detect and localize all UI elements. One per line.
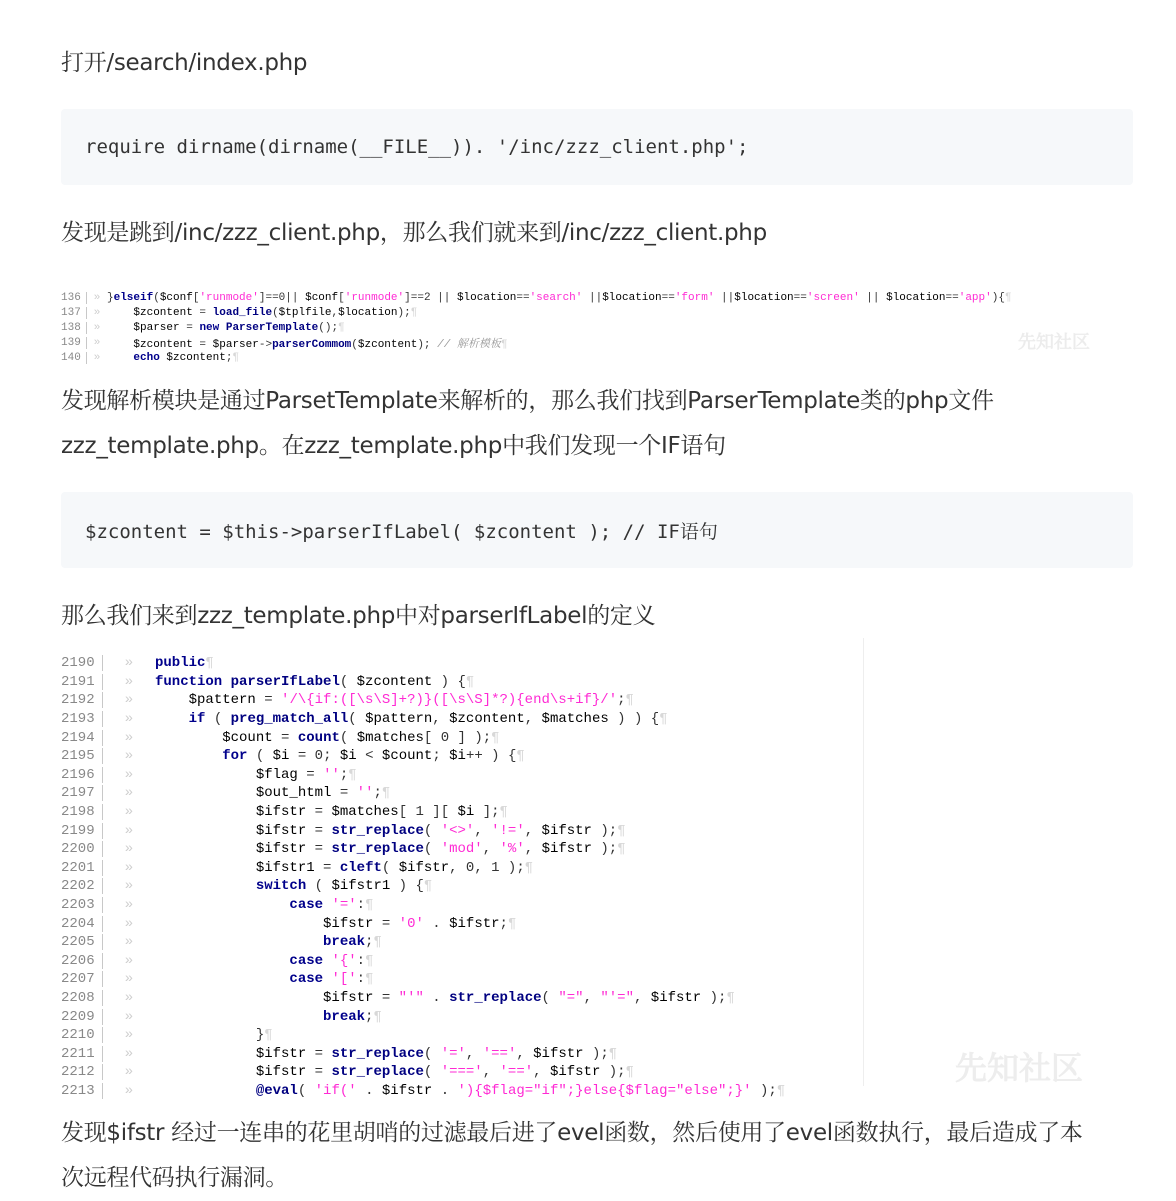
line-number: 2203	[61, 897, 103, 913]
paragraph-parser-template-2: zzz_template.php。在zzz_template.php中我们发现一个IF语句	[61, 433, 726, 459]
code-line	[61, 305, 1131, 320]
tab-marker: »	[93, 306, 101, 319]
paragraph-conclusion-2: 次远程代码执行漏洞。	[61, 1165, 289, 1191]
code-line	[61, 290, 1131, 305]
paragraph-definition: 那么我们来到zzz_template.php中对parserIfLabel的定义	[61, 603, 656, 629]
code-block-require	[61, 109, 1133, 185]
paragraph-conclusion-1: 发现$ifstr 经过一连串的花里胡哨的过滤最后进了evel函数，然后使用了evel函数执行，最后造成了本	[61, 1120, 1083, 1146]
line-number: 2195	[61, 748, 103, 764]
code-screenshot-zzz-client	[61, 278, 1131, 364]
code-line	[61, 859, 863, 878]
code-content: $ifstr = str_replace( '<>', '!=', $ifstr );¶	[255, 822, 626, 839]
line-number: 2201	[61, 860, 103, 876]
code-text: require dirname(dirname(__FILE__)). '/inc/zzz_client.php';	[85, 136, 749, 158]
code-content: public¶	[155, 655, 214, 672]
line-number: 2213	[61, 1083, 103, 1099]
code-content: $ifstr = "'" . str_replace( "=", "'=", $ifstr );¶	[323, 989, 735, 1006]
code-content: $parser = new ParserTemplate();¶	[133, 321, 345, 334]
line-number: 2192	[61, 692, 103, 708]
tab-marker: »	[124, 804, 134, 821]
code-screenshot-parser-if-label	[61, 638, 864, 1099]
code-line	[61, 350, 1131, 365]
watermark: 先知社区	[955, 1049, 1084, 1087]
code-line	[61, 710, 863, 729]
code-content: break;¶	[323, 934, 382, 951]
line-number: 2198	[61, 804, 103, 820]
line-number: 137	[61, 307, 87, 319]
tab-marker: »	[124, 952, 134, 969]
line-number: 2194	[61, 730, 103, 746]
code-content: $pattern = '/\{if:([\s\S]+?)}([\s\S]*?){end\s+if}/';¶	[188, 692, 634, 709]
code-line	[61, 320, 1131, 335]
tab-marker: »	[124, 711, 134, 728]
tab-marker: »	[124, 655, 134, 672]
code-text: $zcontent = $this->parserIfLabel( $zcontent ); // IF语句	[85, 520, 718, 543]
code-line	[61, 989, 863, 1008]
line-number: 2197	[61, 785, 103, 801]
code-content: $ifstr = str_replace( '=', '==', $ifstr );¶	[255, 1045, 618, 1062]
tab-marker: »	[124, 859, 134, 876]
code-line	[61, 747, 863, 766]
tab-marker: »	[124, 766, 134, 783]
tab-marker: »	[124, 1082, 134, 1099]
code-content: $flag = '';¶	[255, 766, 357, 783]
code-content: echo $zcontent;¶	[133, 351, 240, 364]
tab-marker: »	[124, 934, 134, 951]
code-line	[61, 914, 863, 933]
tab-marker: »	[124, 1045, 134, 1062]
code-line	[61, 673, 863, 692]
code-content: case '[':¶	[289, 971, 374, 988]
code-line	[61, 877, 863, 896]
code-line	[61, 1026, 863, 1045]
code-line	[61, 784, 863, 803]
line-number: 2212	[61, 1064, 103, 1080]
line-number: 2193	[61, 711, 103, 727]
code-content: function parserIfLabel( $zcontent ) {¶	[155, 673, 475, 690]
code-line	[61, 803, 863, 822]
code-block-parser-if-label	[61, 492, 1133, 568]
tab-marker: »	[124, 915, 134, 932]
tab-marker: »	[124, 729, 134, 746]
line-number: 2206	[61, 953, 103, 969]
code-line	[61, 1063, 863, 1082]
watermark: 先知社区	[1018, 332, 1090, 353]
code-content: for ( $i = 0; $i < $count; $i++ ) {¶	[222, 748, 525, 765]
code-content: $ifstr = str_replace( '===', '==', $ifstr );¶	[255, 1064, 634, 1081]
paragraph-parser-template-1: 发现解析模块是通过ParsetTemplate来解析的，那么我们找到ParserTemplate类的php文件	[61, 388, 994, 414]
line-number: 2207	[61, 971, 103, 987]
code-content: }elseif($conf['runmode']==0|| $conf['runmode']==2 || $location=='search' ||$location=='form' ||$location=='screen' || $location=='app'){¶	[107, 291, 1012, 304]
tab-marker: »	[124, 971, 134, 988]
line-number: 136	[61, 292, 87, 304]
paragraph-client-redirect: 发现是跳到/inc/zzz_client.php，那么我们就来到/inc/zzz_client.php	[61, 220, 767, 246]
code-content: $zcontent = load_file($tplfile,$location);¶	[133, 306, 418, 319]
line-number: 139	[61, 337, 87, 349]
code-content: @eval( 'if(' . $ifstr . '){$flag="if";}else{$flag="else";}' );¶	[255, 1082, 786, 1099]
code-content: $zcontent = $parser->parserCommom($zcontent); // 解析模板¶	[133, 338, 508, 351]
code-line	[61, 970, 863, 989]
tab-marker: »	[124, 989, 134, 1006]
line-number: 2205	[61, 934, 103, 950]
line-number: 2190	[61, 655, 103, 671]
code-content: case '{':¶	[289, 952, 374, 969]
tab-marker: »	[124, 748, 134, 765]
code-content: $ifstr = str_replace( 'mod', '%', $ifstr );¶	[255, 841, 626, 858]
tab-marker: »	[124, 785, 134, 802]
line-number: 140	[61, 352, 87, 364]
line-number: 2202	[61, 878, 103, 894]
code-line	[61, 728, 863, 747]
code-line	[61, 654, 863, 673]
line-number: 2200	[61, 841, 103, 857]
tab-marker: »	[124, 1008, 134, 1025]
code-content: $out_html = '';¶	[255, 785, 391, 802]
code-content: $ifstr1 = cleft( $ifstr, 0, 1 );¶	[255, 859, 534, 876]
code-content: $ifstr = $matches[ 1 ][ $i ];¶	[255, 804, 508, 821]
code-line	[61, 933, 863, 952]
code-line	[61, 335, 1131, 350]
line-number: 2210	[61, 1027, 103, 1043]
tab-marker: »	[93, 321, 101, 334]
line-number: 2196	[61, 767, 103, 783]
code-line	[61, 1082, 863, 1101]
line-number: 2211	[61, 1046, 103, 1062]
code-content: switch ( $ifstr1 ) {¶	[255, 878, 433, 895]
line-number: 2199	[61, 823, 103, 839]
code-content: }¶	[155, 1027, 273, 1044]
line-number: 2204	[61, 916, 103, 932]
tab-marker: »	[124, 1027, 134, 1044]
tab-marker: »	[124, 878, 134, 895]
line-number: 2208	[61, 990, 103, 1006]
tab-marker: »	[124, 692, 134, 709]
tab-marker: »	[124, 841, 134, 858]
tab-marker: »	[124, 673, 134, 690]
tab-marker: »	[93, 291, 101, 304]
paragraph-open-search: 打开/search/index.php	[61, 50, 308, 76]
code-line	[61, 1007, 863, 1026]
code-content: $ifstr = '0' . $ifstr;¶	[323, 915, 517, 932]
code-line	[61, 1044, 863, 1063]
code-line	[61, 691, 863, 710]
code-line	[61, 896, 863, 915]
code-line	[61, 766, 863, 785]
code-line	[61, 840, 863, 859]
code-line	[61, 952, 863, 971]
line-number: 2209	[61, 1009, 103, 1025]
code-content: if ( preg_match_all( $pattern, $zcontent, $matches ) ) {¶	[188, 711, 668, 728]
code-content: $count = count( $matches[ 0 ] );¶	[222, 729, 500, 746]
code-line	[61, 821, 863, 840]
line-number: 138	[61, 322, 87, 334]
tab-marker: »	[124, 1064, 134, 1081]
tab-marker: »	[124, 822, 134, 839]
line-number: 2191	[61, 674, 103, 690]
code-content: break;¶	[323, 1008, 382, 1025]
code-content: case '=':¶	[289, 897, 374, 914]
tab-marker: »	[124, 897, 134, 914]
tab-marker: »	[93, 351, 101, 364]
tab-marker: »	[93, 336, 101, 349]
